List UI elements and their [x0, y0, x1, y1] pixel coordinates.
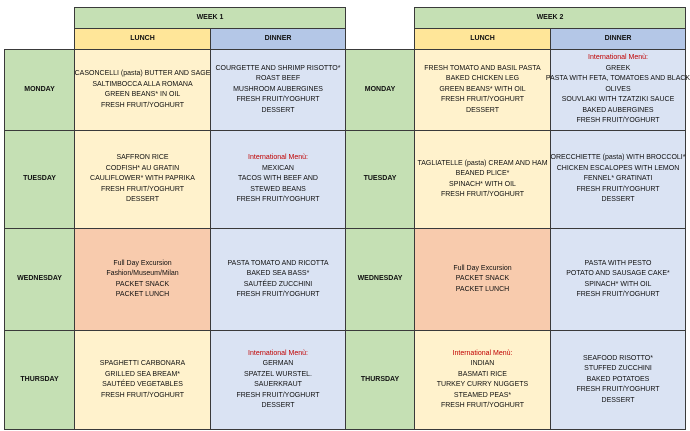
menu-line: FRESH FRUIT/YOGHURT — [236, 196, 320, 204]
week1-day-tuesday: TUESDAY — [4, 130, 75, 229]
menu-line: FRESH FRUIT/YOGHURT — [440, 96, 525, 104]
menu-line: Full Day Excursion — [453, 264, 512, 272]
menu-line: SALTIMBOCCA ALLA ROMANA — [92, 80, 193, 88]
menu-line: DESSERT — [126, 196, 159, 204]
week1-tuesday-dinner — [210, 130, 346, 229]
menu-line: FRESH FRUIT/YOGHURT — [440, 402, 525, 409]
menu-line: CASONCELLI (pasta) BUTTER AND SAGE — [74, 70, 211, 77]
week2-thursday-lunch — [414, 330, 551, 430]
international-menu-label: International Menù: — [452, 349, 513, 357]
menu-line: Full Day Excursion — [113, 259, 172, 267]
week1-day-wednesday: WEDNESDAY — [4, 228, 75, 331]
menu-line: SEAFOOD RISOTTO* — [583, 354, 653, 362]
menu-line: FRESH FRUIT/YOGHURT — [576, 117, 660, 125]
week2-lunch-header: LUNCH — [414, 28, 551, 50]
menu-line: DESSERT — [601, 196, 635, 204]
menu-line: PACKET SNACK — [115, 280, 170, 288]
menu-line: DESSERT — [261, 106, 295, 114]
menu-line: SPATZEL WURSTEL. — [244, 370, 312, 378]
menu-line: SAUTÉED VEGETABLES — [102, 381, 183, 388]
week2-title: WEEK 2 — [414, 7, 686, 29]
menu-line: DESSERT — [601, 396, 635, 404]
menu-line: STEWED BEANS — [250, 185, 306, 193]
menu-line: PACKET LUNCH — [115, 291, 170, 298]
menu-line: PASTA WITH PESTO — [584, 259, 652, 267]
menu-line: PACKET SNACK — [455, 275, 510, 283]
week2-wednesday-lunch — [414, 228, 551, 331]
week2-day-thursday: THURSDAY — [345, 330, 415, 430]
week2-tuesday-dinner — [550, 130, 686, 229]
menu-line: FRESH FRUIT/YOGHURT — [576, 291, 660, 298]
week1-dinner-header: DINNER — [210, 28, 346, 50]
week1-tuesday-lunch — [74, 130, 211, 229]
menu-line: PACKET LUNCH — [455, 285, 510, 293]
week1-title: WEEK 1 — [74, 7, 346, 29]
menu-line: FRESH FRUIT/YOGHURT — [100, 185, 185, 193]
week1-monday-lunch — [74, 49, 211, 131]
menu-line: TACOS WITH BEEF AND — [238, 175, 318, 183]
menu-line: TURKEY CURRY NUGGETS — [436, 381, 529, 388]
menu-line: BAKED CHICKEN LEG — [445, 75, 520, 83]
week2-tuesday-lunch — [414, 130, 551, 229]
menu-line: DESSERT — [466, 106, 499, 114]
week2-dinner-header: DINNER — [550, 28, 686, 50]
week1-wednesday-dinner — [210, 228, 346, 331]
menu-line: FRESH FRUIT/YOGHURT — [576, 185, 660, 193]
menu-line: GRILLED SEA BREAM* — [104, 370, 181, 378]
menu-line: SAUTÉED ZUCCHINI — [243, 280, 313, 288]
menu-line: PASTA TOMATO AND RICOTTA — [227, 259, 329, 267]
menu-line: GREEK — [605, 64, 631, 72]
international-menu-label: International Menù: — [248, 154, 308, 162]
menu-line: PASTA WITH FETA, TOMATOES AND BLACK — [545, 75, 690, 83]
menu-line: SPINACH* WITH OIL — [449, 180, 516, 188]
menu-line: SPINACH* WITH OIL — [584, 280, 652, 288]
menu-line: BASMATI RICE — [458, 370, 507, 378]
week2-day-monday: MONDAY — [345, 49, 415, 131]
week1-day-thursday: THURSDAY — [4, 330, 75, 430]
menu-line: GERMAN — [262, 360, 294, 367]
menu-line: Fashion/Museum/Milan — [106, 270, 179, 277]
menu-line: BAKED SEA BASS* — [246, 270, 310, 277]
week2-day-tuesday: TUESDAY — [345, 130, 415, 229]
menu-line: OLIVES — [605, 85, 631, 93]
menu-line: STEAMED PEAS* — [453, 391, 512, 399]
menu-line: MEXICAN — [262, 164, 294, 172]
menu-line: FRESH TOMATO AND BASIL PASTA — [424, 64, 541, 72]
menu-line: FRESH FRUIT/YOGHURT — [236, 96, 320, 104]
week1-thursday-lunch — [74, 330, 211, 430]
menu-line: FENNEL* GRATINATI — [583, 175, 653, 183]
menu-line: FRESH FRUIT/YOGHURT — [440, 191, 525, 198]
menu-line: MUSHROOM AUBERGINES — [233, 85, 323, 93]
menu-line: BEANED PLICE* — [455, 170, 510, 177]
week1-day-monday: MONDAY — [4, 49, 75, 131]
menu-line: FRESH FRUIT/YOGHURT — [100, 101, 185, 109]
menu-line: CHICKEN ESCALOPES WITH LEMON — [556, 164, 680, 172]
week1-thursday-dinner — [210, 330, 346, 430]
menu-line: TAGLIATELLE (pasta) CREAM AND HAM — [417, 159, 548, 167]
menu-line: GREEN BEANS* IN OIL — [104, 91, 181, 98]
week1-monday-dinner — [210, 49, 346, 131]
menu-line: BAKED POTATOES — [586, 375, 650, 383]
menu-line: DESSERT — [261, 402, 295, 409]
menu-line: SAFFRON RICE — [116, 154, 169, 162]
week2-wednesday-dinner — [550, 228, 686, 331]
week2-monday-lunch — [414, 49, 551, 131]
menu-line: FRESH FRUIT/YOGHURT — [100, 391, 185, 399]
week1-wednesday-lunch — [74, 228, 211, 331]
international-menu-label: International Menù: — [588, 54, 648, 62]
menu-line: POTATO AND SAUSAGE CAKE* — [566, 270, 670, 277]
menu-line: CODFISH* AU GRATIN — [105, 164, 180, 172]
menu-line: FRESH FRUIT/YOGHURT — [236, 291, 320, 298]
menu-line: ROAST BEEF — [255, 75, 301, 83]
menu-line: ORECCHIETTE (pasta) WITH BROCCOLI* — [550, 154, 686, 162]
menu-line: FRESH FRUIT/YOGHURT — [236, 391, 320, 399]
menu-line: CAULIFLOWER* WITH PAPRIKA — [90, 175, 195, 183]
menu-line: BAKED AUBERGINES — [582, 106, 654, 114]
menu-line: SOUVLAKI WITH TZATZIKI SAUCE — [561, 96, 675, 104]
menu-line: GREEN BEANS* WITH OIL — [439, 85, 526, 93]
menu-line: COURGETTE AND SHRIMP RISOTTO* — [215, 64, 341, 72]
menu-line: SAUERKRAUT — [254, 381, 302, 388]
menu-line: FRESH FRUIT/YOGHURT — [576, 386, 660, 394]
week2-day-wednesday: WEDNESDAY — [345, 228, 415, 331]
week1-lunch-header: LUNCH — [74, 28, 211, 50]
menu-line: STUFFED ZUCCHINI — [584, 365, 652, 373]
menu-line: SPAGHETTI CARBONARA — [99, 360, 186, 367]
week2-monday-dinner — [545, 49, 690, 131]
menu-line: INDIAN — [470, 360, 495, 367]
international-menu-label: International Menù: — [248, 349, 308, 357]
week2-thursday-dinner — [550, 330, 686, 430]
